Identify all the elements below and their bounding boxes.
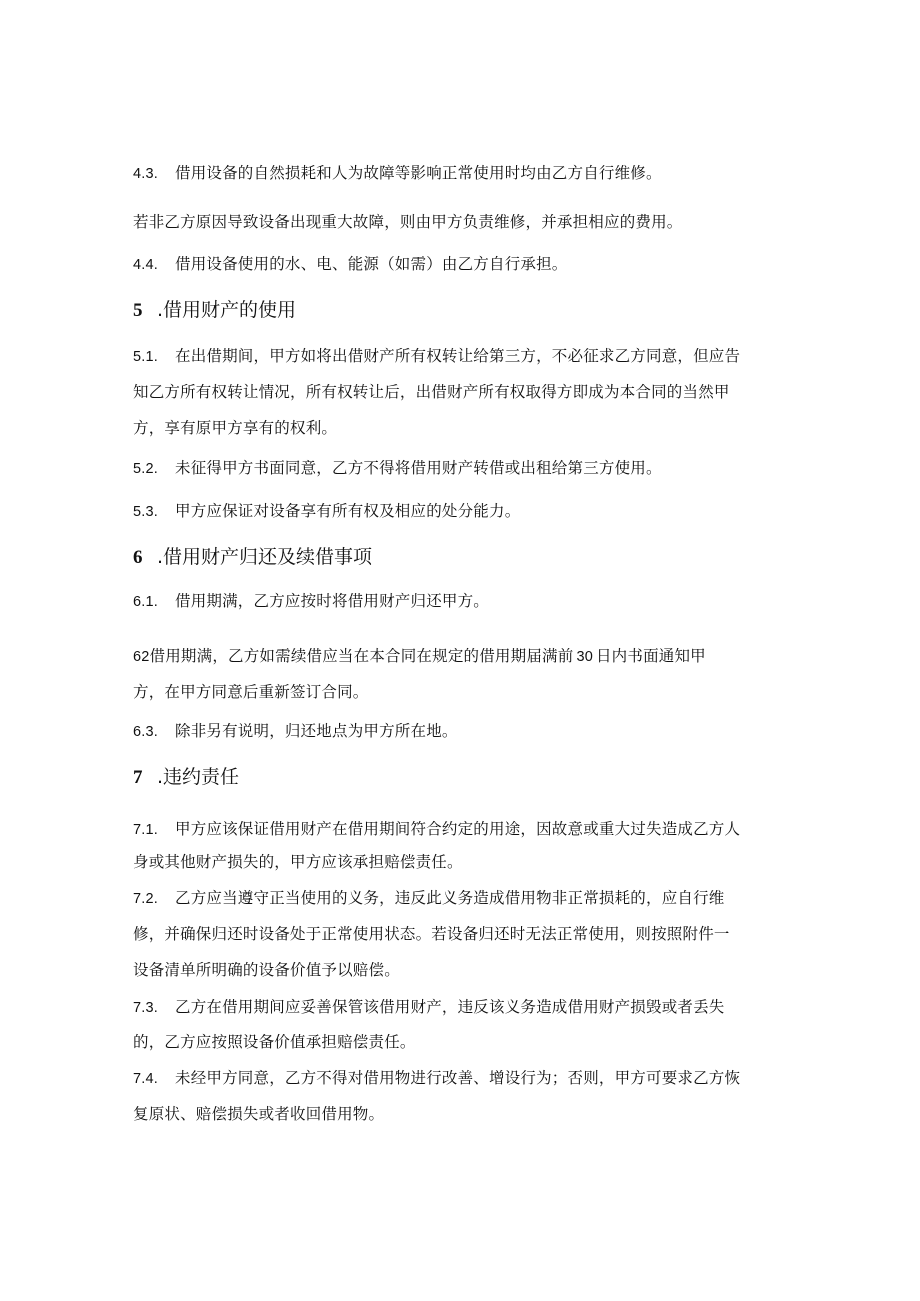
clause-text-line-2: 复原状、赔偿损失或者收回借用物。 xyxy=(133,1105,385,1123)
clause-text: 借用设备使用的水、电、能源（如需）由乙方自行承担。 xyxy=(175,255,568,273)
clause-text-line-2: 的，乙方应按照设备价值承担赔偿责任。 xyxy=(133,1033,416,1051)
clause-4-4 xyxy=(133,254,568,275)
clause-number: 6.3. xyxy=(133,724,158,740)
heading-text: .借用财产的使用 xyxy=(157,299,297,321)
clause-number: 7.4. xyxy=(133,1071,158,1087)
clause-text: 甲方应保证对设备享有所有权及相应的处分能力。 xyxy=(175,502,521,520)
clause-7-4-line-2 xyxy=(133,1104,384,1124)
clause-7-3 xyxy=(133,997,725,1018)
clause-7-1 xyxy=(133,819,740,840)
section-heading-7 xyxy=(133,765,239,790)
clause-text-line-2: 修，并确保归还时设备处于正常使用状态。若设备归还时无法正常使用，则按照附件一 xyxy=(133,925,730,943)
clause-text-line-1: 乙方在借用期间应妥善保管该借用财产，违反该义务造成借用财产损毁或者丢失 xyxy=(175,998,725,1016)
clause-text: 借用设备的自然损耗和人为故障等影响正常使用时均由乙方自行维修。 xyxy=(175,164,662,182)
clause-6-2-line-2 xyxy=(133,682,369,702)
clause-text-line-3: 设备清单所明确的设备价值予以赔偿。 xyxy=(133,961,400,979)
clause-7-1-line-2 xyxy=(133,852,463,872)
clause-5-1-line-2 xyxy=(133,382,730,402)
clause-number: 4.3. xyxy=(133,166,158,182)
clause-7-2-line-2 xyxy=(133,924,730,944)
clause-number: 7.2. xyxy=(133,891,158,907)
clause-number: 7.3. xyxy=(133,1000,158,1016)
clause-6-2 xyxy=(133,646,706,667)
clause-number: 5.3. xyxy=(133,504,158,520)
clause-6-1 xyxy=(133,591,489,612)
clause-7-2 xyxy=(133,888,725,909)
clause-text-line-3: 方，享有原甲方享有的权利。 xyxy=(133,419,338,437)
heading-number: 7 xyxy=(133,767,143,788)
clause-4-3-continued xyxy=(133,212,683,232)
clause-number: 6.1. xyxy=(133,594,158,610)
clause-6-3 xyxy=(133,721,458,742)
clause-text-line-1: 乙方应当遵守正当使用的义务，违反此义务造成借用物非正常损耗的，应自行维 xyxy=(175,889,725,907)
clause-text-line-1b: 日内书面通知甲 xyxy=(595,647,706,665)
clause-7-4 xyxy=(133,1068,740,1089)
clause-5-3 xyxy=(133,501,520,522)
heading-text: .借用财产归还及续借事项 xyxy=(157,546,373,568)
section-heading-5 xyxy=(133,298,296,323)
clause-7-2-line-3 xyxy=(133,960,400,980)
clause-text-line-1a: 借用期满，乙方如需续借应当在本合同在规定的借用期届满前 xyxy=(149,647,574,665)
clause-text-line-1: 甲方应该保证借用财产在借用期间符合约定的用途，因故意或重大过失造成乙方人 xyxy=(175,820,741,838)
heading-text: .违约责任 xyxy=(157,766,240,788)
clause-number: 5.2. xyxy=(133,461,158,477)
clause-text: 若非乙方原因导致设备出现重大故障，则由甲方负责维修，并承担相应的费用。 xyxy=(133,213,683,231)
heading-number: 5 xyxy=(133,300,143,321)
clause-number: 62 xyxy=(133,649,150,665)
notice-days: 30 xyxy=(576,649,593,665)
clause-number: 4.4. xyxy=(133,257,158,273)
clause-text: 未征得甲方书面同意，乙方不得将借用财产转借或出租给第三方使用。 xyxy=(175,459,662,477)
clause-7-3-line-2 xyxy=(133,1032,416,1052)
clause-text-line-2: 身或其他财产损失的，甲方应该承担赔偿责任。 xyxy=(133,853,463,871)
clause-text-line-2: 方，在甲方同意后重新签订合同。 xyxy=(133,683,369,701)
clause-5-1-line-3 xyxy=(133,418,337,438)
heading-number: 6 xyxy=(133,547,143,568)
section-heading-6 xyxy=(133,545,372,570)
clause-number: 5.1. xyxy=(133,349,158,365)
clause-text-line-2: 知乙方所有权转让情况，所有权转让后，出借财产所有权取得方即成为本合同的当然甲 xyxy=(133,383,730,401)
clause-text: 除非另有说明，归还地点为甲方所在地。 xyxy=(175,722,458,740)
clause-number: 7.1. xyxy=(133,822,158,838)
clause-text-line-1: 未经甲方同意，乙方不得对借用物进行改善、增设行为；否则，甲方可要求乙方恢 xyxy=(175,1069,741,1087)
clause-text: 借用期满，乙方应按时将借用财产归还甲方。 xyxy=(175,592,490,610)
clause-5-1 xyxy=(133,346,740,367)
clause-text-line-1: 在出借期间，甲方如将出借财产所有权转让给第三方，不必征求乙方同意，但应告 xyxy=(175,347,741,365)
clause-5-2 xyxy=(133,458,662,479)
clause-4-3 xyxy=(133,163,662,184)
